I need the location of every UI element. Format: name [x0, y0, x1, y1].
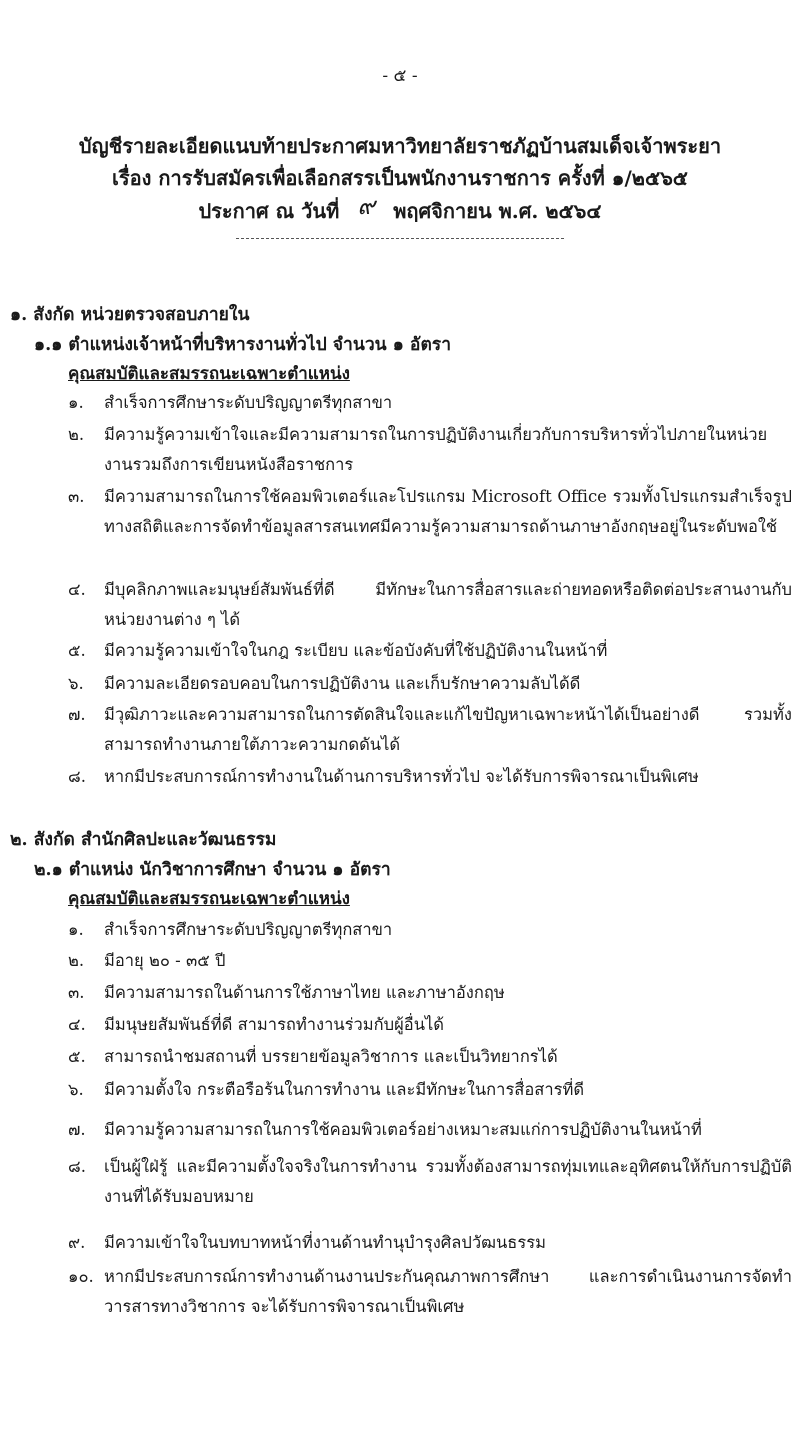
- header-divider: [236, 238, 564, 239]
- list-item: [68, 1152, 792, 1212]
- section-2-heading: ๒. สังกัด สำนักศิลปะและวัฒนธรรม: [10, 830, 277, 850]
- item-text: สำเร็จการศึกษาระดับปริญญาตรีทุกสาขา: [104, 920, 393, 939]
- item-number: ๑.: [68, 393, 84, 412]
- item-number: ๕.: [68, 641, 86, 660]
- item-text: มีความตั้งใจ กระตือรือร้นในการทำงาน และมีทักษะในการสื่อสารที่ดี: [104, 1080, 585, 1099]
- item-text: หากมีประสบการณ์การทำงานด้านงานประกันคุณภาพการศึกษา และการดำเนินงานการจัดทำวารสารทางวิชาการ จะได้รับการพิจารณาเป็นพิเศษ: [104, 1267, 792, 1316]
- list-item: [68, 1262, 792, 1322]
- list-item: [68, 388, 792, 418]
- item-text: มีความรู้ความเข้าใจและมีความสามารถในการปฏิบัติงานเกี่ยวกับการบริหารทั่วไปภายในหน่วยงานรวมถึงการเขียนหนังสือราชการ: [104, 425, 768, 474]
- item-text: มีความเข้าใจในบทบาทหน้าที่งานด้านทำนุบำรุงศิลปวัฒนธรรม: [104, 1233, 546, 1252]
- item-text: มีความรู้ความเข้าใจในกฎ ระเบียบ และข้อบังคับที่ใช้ปฏิบัติงานในหน้าที่: [104, 641, 608, 660]
- item-number: ๗.: [68, 1120, 86, 1139]
- header-subject: เรื่อง การรับสมัครเพื่อเลือกสรรเป็นพนักงานราชการ ครั้งที่ ๑/๒๕๖๕: [112, 166, 688, 190]
- item-number: ๘.: [68, 767, 86, 786]
- item-number: ๙.: [68, 1233, 86, 1252]
- item-number: ๒.: [68, 425, 85, 444]
- list-item: [68, 1010, 792, 1040]
- item-text: สามารถนำชมสถานที่ บรรยายข้อมูลวิชาการ และเป็นวิทยากรได้: [104, 1047, 558, 1066]
- item-text: มีอายุ ๒๐ - ๓๕ ปี: [104, 951, 226, 970]
- item-text: มีมนุษยสัมพันธ์ที่ดี สามารถทำงานร่วมกับผู้อื่นได้: [104, 1015, 444, 1034]
- list-item: [68, 1228, 792, 1258]
- item-text: มีความสามารถในการใช้คอมพิวเตอร์และโปรแกรม Microsoft Office รวมทั้งโปรแกรมสำเร็จรูปทางสถิติและการจัดทำข้อมูลสารสนเทศมีความรู้ความสามารถด้านภาษาอังกฤษอยู่ในระดับพอใช้: [104, 487, 792, 536]
- item-number: ๘.: [68, 1157, 86, 1176]
- item-number: ๓.: [68, 983, 85, 1002]
- item-number: ๕.: [68, 1047, 86, 1066]
- item-text: มีวุฒิภาวะและความสามารถในการตัดสินใจและแก้ไขปัญหาเฉพาะหน้าได้เป็นอย่างดี รวมทั้งสามารถทำงานภายใต้ภาวะความกดดันได้: [104, 705, 792, 754]
- section-2-qual-heading: คุณสมบัติและสมรรถนะเฉพาะตำแหน่ง: [68, 889, 350, 909]
- list-item: [68, 1075, 792, 1105]
- item-number: ๖.: [68, 1080, 84, 1099]
- section-1-qual-heading: คุณสมบัติและสมรรถนะเฉพาะตำแหน่ง: [68, 364, 350, 384]
- item-number: ๓.: [68, 487, 85, 506]
- document-header: [0, 130, 800, 227]
- list-item: [68, 1115, 792, 1145]
- item-number: ๔.: [68, 1015, 86, 1034]
- list-item: [68, 1042, 792, 1072]
- item-text: มีบุคลิกภาพและมนุษย์สัมพันธ์ที่ดี มีทักษะในการสื่อสารและถ่ายทอดหรือติดต่อประสานงานกับหน่วยงานต่าง ๆ ได้: [104, 580, 792, 629]
- list-item: [68, 420, 792, 480]
- item-text: สำเร็จการศึกษาระดับปริญญาตรีทุกสาขา: [104, 393, 393, 412]
- item-text: หากมีประสบการณ์การทำงานในด้านการบริหารทั่วไป จะได้รับการพิจารณาเป็นพิเศษ: [104, 767, 699, 786]
- header-date-day: ๙: [357, 192, 375, 220]
- list-item: [68, 669, 792, 699]
- list-item: [68, 978, 792, 1008]
- item-number: ๑๐.: [68, 1267, 94, 1286]
- header-title: บัญชีรายละเอียดแนบท้ายประกาศมหาวิทยาลัยราชภัฏบ้านสมเด็จเจ้าพระยา: [78, 134, 722, 158]
- list-item: [68, 762, 792, 792]
- item-number: ๖.: [68, 674, 84, 693]
- header-date: [0, 194, 800, 227]
- list-item: [68, 636, 792, 666]
- page-number: - ๕ -: [382, 66, 418, 86]
- list-item: [68, 915, 792, 945]
- list-item: [68, 700, 792, 760]
- item-number: ๑.: [68, 920, 84, 939]
- item-text: มีความละเอียดรอบคอบในการปฏิบัติงาน และเก็บรักษาความลับได้ดี: [104, 674, 581, 693]
- list-item: [68, 946, 792, 976]
- item-number: ๗.: [68, 705, 86, 724]
- list-item: [68, 575, 792, 635]
- item-text: เป็นผู้ใฝ่รู้ และมีความตั้งใจจริงในการทำงาน รวมทั้งต้องสามารถทุ่มเทและอุทิศตนให้กับการปฏิบัติงานที่ได้รับมอบหมาย: [104, 1157, 792, 1206]
- item-text: มีความสามารถในด้านการใช้ภาษาไทย และภาษาอังกฤษ: [104, 983, 505, 1002]
- section-2-position: ๒.๑ ตำแหน่ง นักวิชาการศึกษา จำนวน ๑ อัตรา: [34, 860, 391, 880]
- item-number: ๒.: [68, 951, 85, 970]
- header-date-suffix: พฤศจิกายน พ.ศ. ๒๕๖๔: [393, 199, 602, 223]
- item-text: มีความรู้ความสามารถในการใช้คอมพิวเตอร์อย่างเหมาะสมแก่การปฏิบัติงานในหน้าที่: [104, 1120, 702, 1139]
- list-item: [68, 482, 792, 542]
- section-1-heading: ๑. สังกัด หน่วยตรวจสอบภายใน: [10, 305, 250, 325]
- item-number: ๔.: [68, 580, 86, 599]
- section-1-position: ๑.๑ ตำแหน่งเจ้าหน้าที่บริหารงานทั่วไป จำนวน ๑ อัตรา: [34, 335, 452, 355]
- header-date-prefix: ประกาศ ณ วันที่: [198, 199, 340, 223]
